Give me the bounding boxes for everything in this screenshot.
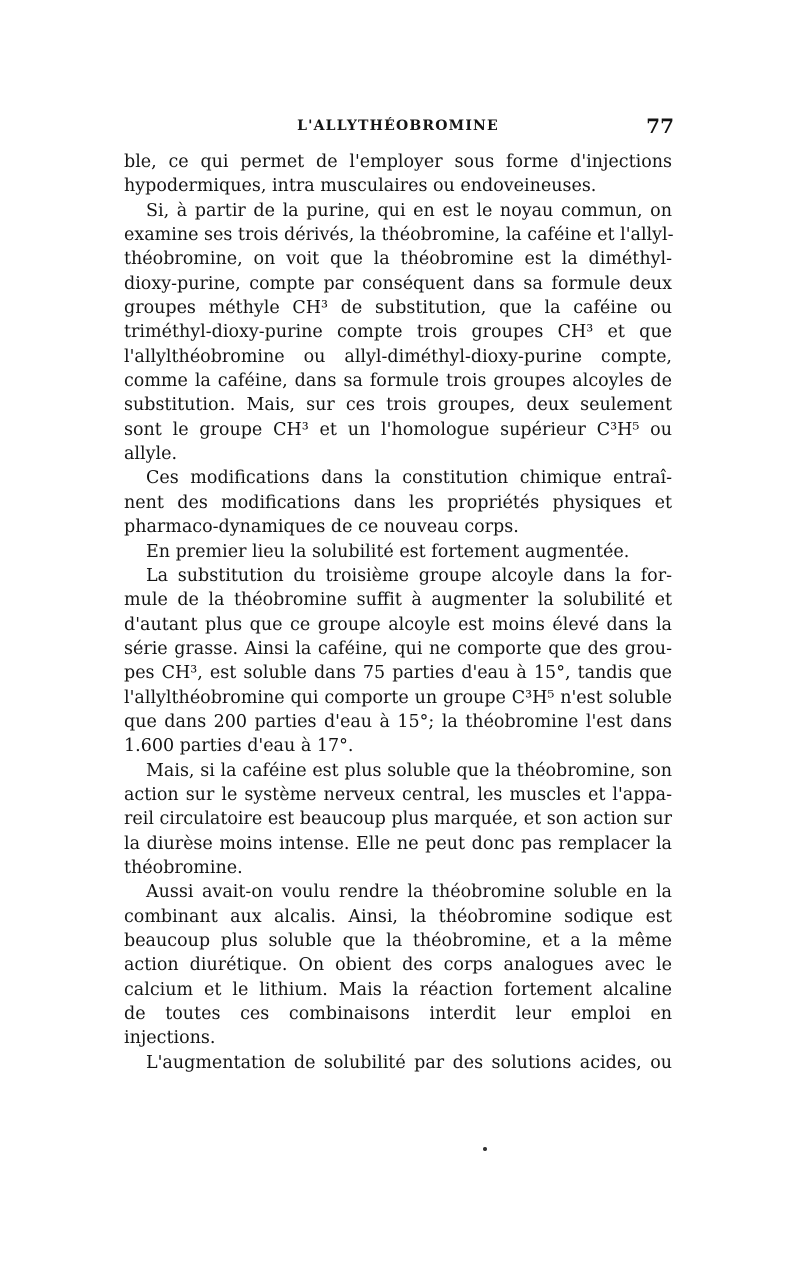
text-line: injections. (124, 1028, 216, 1049)
text-line: l'allylthéobromine qui comporte un groupe C³H⁵ n'est soluble (124, 687, 672, 708)
text-line: la diurèse moins intense. Elle ne peut donc pas remplacer la (124, 833, 672, 854)
text-line: La substitution du troisième groupe alcoyle dans la for- (146, 565, 672, 586)
text-line: théobromine, on voit que la théobromine est la diméthyl- (124, 249, 672, 270)
text-line: Ces modifications dans la constitution chimique entraî- (146, 468, 672, 489)
text-line: reil circulatoire est beaucoup plus marquée, et son action sur (124, 809, 672, 830)
text-line: pharmaco-dynamiques de ce nouveau corps. (124, 517, 519, 538)
text-line: l'allylthéobromine ou allyl-diméthyl-dioxy-purine compte, (124, 346, 672, 367)
text-line: En premier lieu la solubilité est fortement augmentée. (146, 541, 630, 562)
text-line: action sur le système nerveux central, les muscles et l'appa- (124, 784, 672, 805)
text-line: substitution. Mais, sur ces trois groupes, deux seulement (124, 395, 672, 416)
text-line: ble, ce qui permet de l'employer sous forme d'injections (124, 152, 672, 172)
body-text (124, 150, 672, 1075)
text-line: allyle. (124, 444, 178, 465)
text-line: d'autant plus que ce groupe alcoyle est moins élevé dans la (124, 614, 672, 635)
text-line: Mais, si la caféine est plus soluble que la théobromine, son (146, 760, 672, 781)
text-line: triméthyl-dioxy-purine compte trois groupes CH³ et que (124, 322, 672, 343)
text-line: beaucoup plus soluble que la théobromine, et a la même (124, 931, 672, 951)
text-line: L'augmentation de solubilité par des solutions acides, ou (146, 1052, 672, 1073)
text-line: sont le groupe CH³ et un l'homologue supérieur C³H⁵ ou (124, 419, 672, 440)
page-number: 77 (646, 114, 674, 138)
text-line: comme la caféine, dans sa formule trois groupes alcoyles de (124, 371, 672, 392)
text-line: théobromine. (124, 857, 243, 878)
text-line: dioxy-purine, compte par conséquent dans sa formule deux (124, 273, 672, 294)
ink-speck (483, 1147, 487, 1151)
text-line: combinant aux alcalis. Ainsi, la théobromine sodique est (124, 906, 672, 927)
running-header (122, 114, 674, 140)
text-line: de toutes ces combinaisons interdit leur emploi en (124, 1004, 672, 1025)
text-line: Aussi avait-on voulu rendre la théobromine soluble en la (146, 882, 672, 903)
text-line: hypodermiques, intra musculaires ou endoveineuses. (124, 176, 597, 197)
text-line: nent des modifications dans les propriétés physiques et (124, 492, 672, 513)
text-line: 1.600 parties d'eau à 17°. (124, 736, 354, 757)
text-line: que dans 200 parties d'eau à 15°; la théobromine l'est dans (124, 711, 672, 732)
text-line: série grasse. Ainsi la caféine, qui ne comporte que des grou- (124, 638, 672, 659)
text-line: pes CH³, est soluble dans 75 parties d'eau à 15°, tandis que (124, 663, 672, 684)
text-line: groupes méthyle CH³ de substitution, que la caféine ou (124, 298, 672, 319)
text-line: examine ses trois dérivés, la théobromine, la caféine et l'allyl- (124, 225, 674, 246)
text-line: mule de la théobromine suffit à augmenter la solubilité et (124, 590, 672, 611)
running-title: L'ALLYTHÉOBROMINE (297, 118, 499, 134)
text-line: action diurétique. On obient des corps analogues avec le (124, 955, 672, 976)
text-line: Si, à partir de la purine, qui en est le noyau commun, on (146, 200, 672, 221)
text-line: calcium et le lithium. Mais la réaction fortement alcaline (124, 979, 672, 1000)
